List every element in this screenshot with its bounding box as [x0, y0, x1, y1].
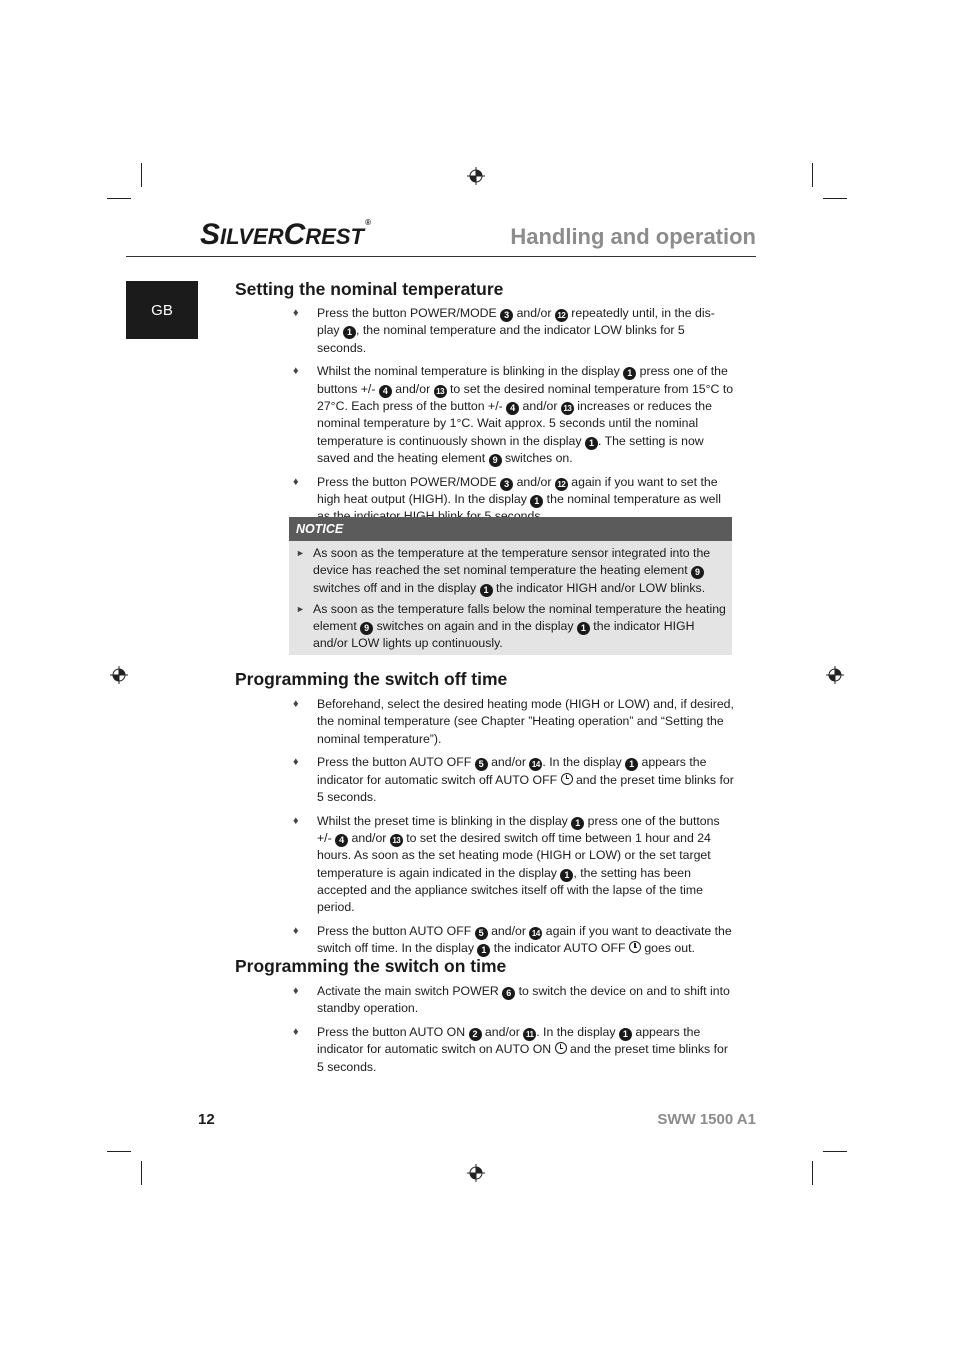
diamond-bullet-icon: ♦ — [293, 985, 299, 997]
callout-number: 12 — [555, 309, 568, 322]
callout-number: 9 — [489, 454, 502, 467]
nominal-steps — [293, 305, 735, 532]
diamond-bullet-icon: ♦ — [293, 365, 299, 378]
section-heading-nominal: Setting the nominal temperature — [235, 279, 504, 299]
callout-number: 14 — [529, 927, 542, 940]
callout-number: 6 — [502, 987, 515, 1000]
clock-icon — [629, 941, 641, 953]
crop-mark — [812, 163, 813, 187]
callout-number: 4 — [506, 402, 519, 415]
callout-number: 1 — [480, 584, 493, 597]
clock-icon — [561, 773, 573, 785]
switch-on-steps — [293, 983, 735, 1082]
crosshair-registration-icon — [467, 167, 485, 185]
callout-number: 9 — [691, 566, 704, 579]
callout-number: 1 — [477, 944, 490, 957]
section-heading-switch-off: Programming the switch off time — [235, 669, 508, 689]
crop-mark — [823, 1151, 847, 1152]
list-item: ♦ Press the button AUTO OFF 5 and/or 14 . In the display 1 appears the indicator for automatic switch off AUTO OFF and the preset time blinks for 5 seconds. — [293, 755, 734, 804]
notice-box — [289, 517, 732, 655]
list-item: ♦ Press the button AUTO ON 2 and/or 11 . In the display 1 appears the indicator for automatic switch on AUTO ON and the preset time blinks for 5 seconds. — [293, 1025, 728, 1074]
diamond-bullet-icon: ♦ — [293, 1026, 299, 1039]
notice-list — [289, 541, 732, 653]
list-item: ♦ Press the button POWER/MODE 3 and/or 12 repeatedly until, in the dis-play 1 , the nominal temperature and the indicator LOW blinks for 5 seconds. — [293, 306, 715, 355]
switch-off-steps — [293, 696, 735, 964]
language-tab — [126, 281, 198, 339]
crop-mark — [812, 1161, 813, 1185]
callout-number: 1 — [585, 437, 598, 450]
diamond-bullet-icon: ♦ — [293, 814, 299, 827]
page-title: Handling and operation — [510, 224, 756, 249]
crop-mark — [141, 1161, 142, 1185]
callout-number: 1 — [619, 1028, 632, 1041]
diamond-bullet-icon: ♦ — [293, 698, 299, 710]
arrow-right-icon: ► — [296, 548, 305, 558]
crop-mark — [107, 1151, 131, 1152]
crosshair-registration-icon — [826, 666, 844, 684]
diamond-bullet-icon: ♦ — [293, 475, 299, 488]
callout-number: 12 — [555, 478, 568, 491]
callout-number: 1 — [623, 367, 636, 380]
list-item: ♦ Whilst the nominal temperature is blinking in the display 1 press one of the buttons +/- 4 and/or 13 to set the desired nominal temperature from 15°C to 27°C. Each press of the button +/- 4 and/or 13 increases or reduces the nominal temperature by 1°C. Wait approx. 5 seconds until the nominal temperature is continuously shown in the display 1 . The setting is now saved and the heating element 9 switches on. — [293, 364, 734, 465]
callout-number: 14 — [529, 758, 542, 771]
callout-number: 4 — [379, 385, 392, 398]
page-number: 12 — [198, 1111, 215, 1128]
notice-heading: NOTICE — [289, 517, 732, 541]
callout-number: 1 — [625, 758, 638, 771]
callout-number: 3 — [500, 478, 513, 491]
callout-number: 4 — [335, 834, 348, 847]
crop-mark — [823, 198, 847, 199]
notice-item: ► As soon as the temperature falls below the nominal temperature the heating element 9 switches on again and in the display 1 the indicator HIGH and/or LOW lights up continuously. — [296, 601, 726, 651]
callout-number: 13 — [390, 834, 403, 847]
language-tab-label: GB — [151, 301, 173, 319]
crop-mark — [107, 198, 131, 199]
list-item: ♦ Press the button POWER/MODE 3 and/or 12 again if you want to set the high heat output (HIGH). In the display 1 the nominal temperature as well — [293, 474, 721, 506]
diamond-bullet-icon: ♦ — [293, 307, 299, 319]
header-divider — [126, 256, 756, 257]
section-heading-switch-on: Programming the switch on time — [235, 956, 507, 976]
callout-number: 1 — [560, 869, 573, 882]
diamond-bullet-icon: ♦ — [293, 756, 299, 769]
model-number: SWW 1500 A1 — [657, 1111, 756, 1128]
brand-logo: SILVERCREST® — [200, 218, 371, 251]
callout-number: 13 — [561, 402, 574, 415]
list-item: ♦ Beforehand, select the desired heating mode (HIGH or LOW) and, if desired, the nominal temperature (see Chapter ”Heating operation” and “Setting the nominal temperature”). — [293, 697, 734, 746]
callout-number: 2 — [469, 1028, 482, 1041]
callout-number: 1 — [530, 495, 543, 508]
callout-number: 11 — [523, 1028, 536, 1041]
callout-number: 5 — [475, 758, 488, 771]
callout-number: 9 — [360, 622, 373, 635]
list-item: ♦ Whilst the preset time is blinking in the display 1 press one of the buttons +/- 4 and/or 13 to set the desired switch off time between 1 hour and 24 hours. As soon as the set heating mode (HIGH or LOW) or the set target temperature is again indicated in the display 1 , the setting has been accepted and the appliance switches itself off with the lapse of the time period. — [293, 813, 720, 915]
list-item: ♦ Activate the main switch POWER 6 to switch the device on and to shift into standby operation. — [293, 984, 730, 1016]
crosshair-registration-icon — [110, 666, 128, 684]
callout-number: 1 — [343, 326, 356, 339]
callout-number: 1 — [571, 817, 584, 830]
crop-mark — [141, 163, 142, 187]
notice-item: ► As soon as the temperature at the temperature sensor integrated into the device has reached the set nominal temperature the heating element 9 switches off and in the display 1 the indicator HIGH and/or LOW blinks. — [296, 546, 711, 595]
callout-number: 13 — [434, 385, 447, 398]
list-item: ♦ Press the button AUTO OFF 5 and/or 14 again if you want to deactivate the switch off time. In the display 1 the indicator AUTO OFF goes out. — [293, 924, 732, 956]
arrow-right-icon: ► — [296, 603, 305, 614]
clock-icon — [555, 1042, 567, 1054]
callout-number: 3 — [500, 309, 513, 322]
callout-number: 5 — [475, 927, 488, 940]
callout-number: 1 — [577, 622, 590, 635]
diamond-bullet-icon: ♦ — [293, 925, 299, 938]
crosshair-registration-icon — [467, 1164, 485, 1182]
